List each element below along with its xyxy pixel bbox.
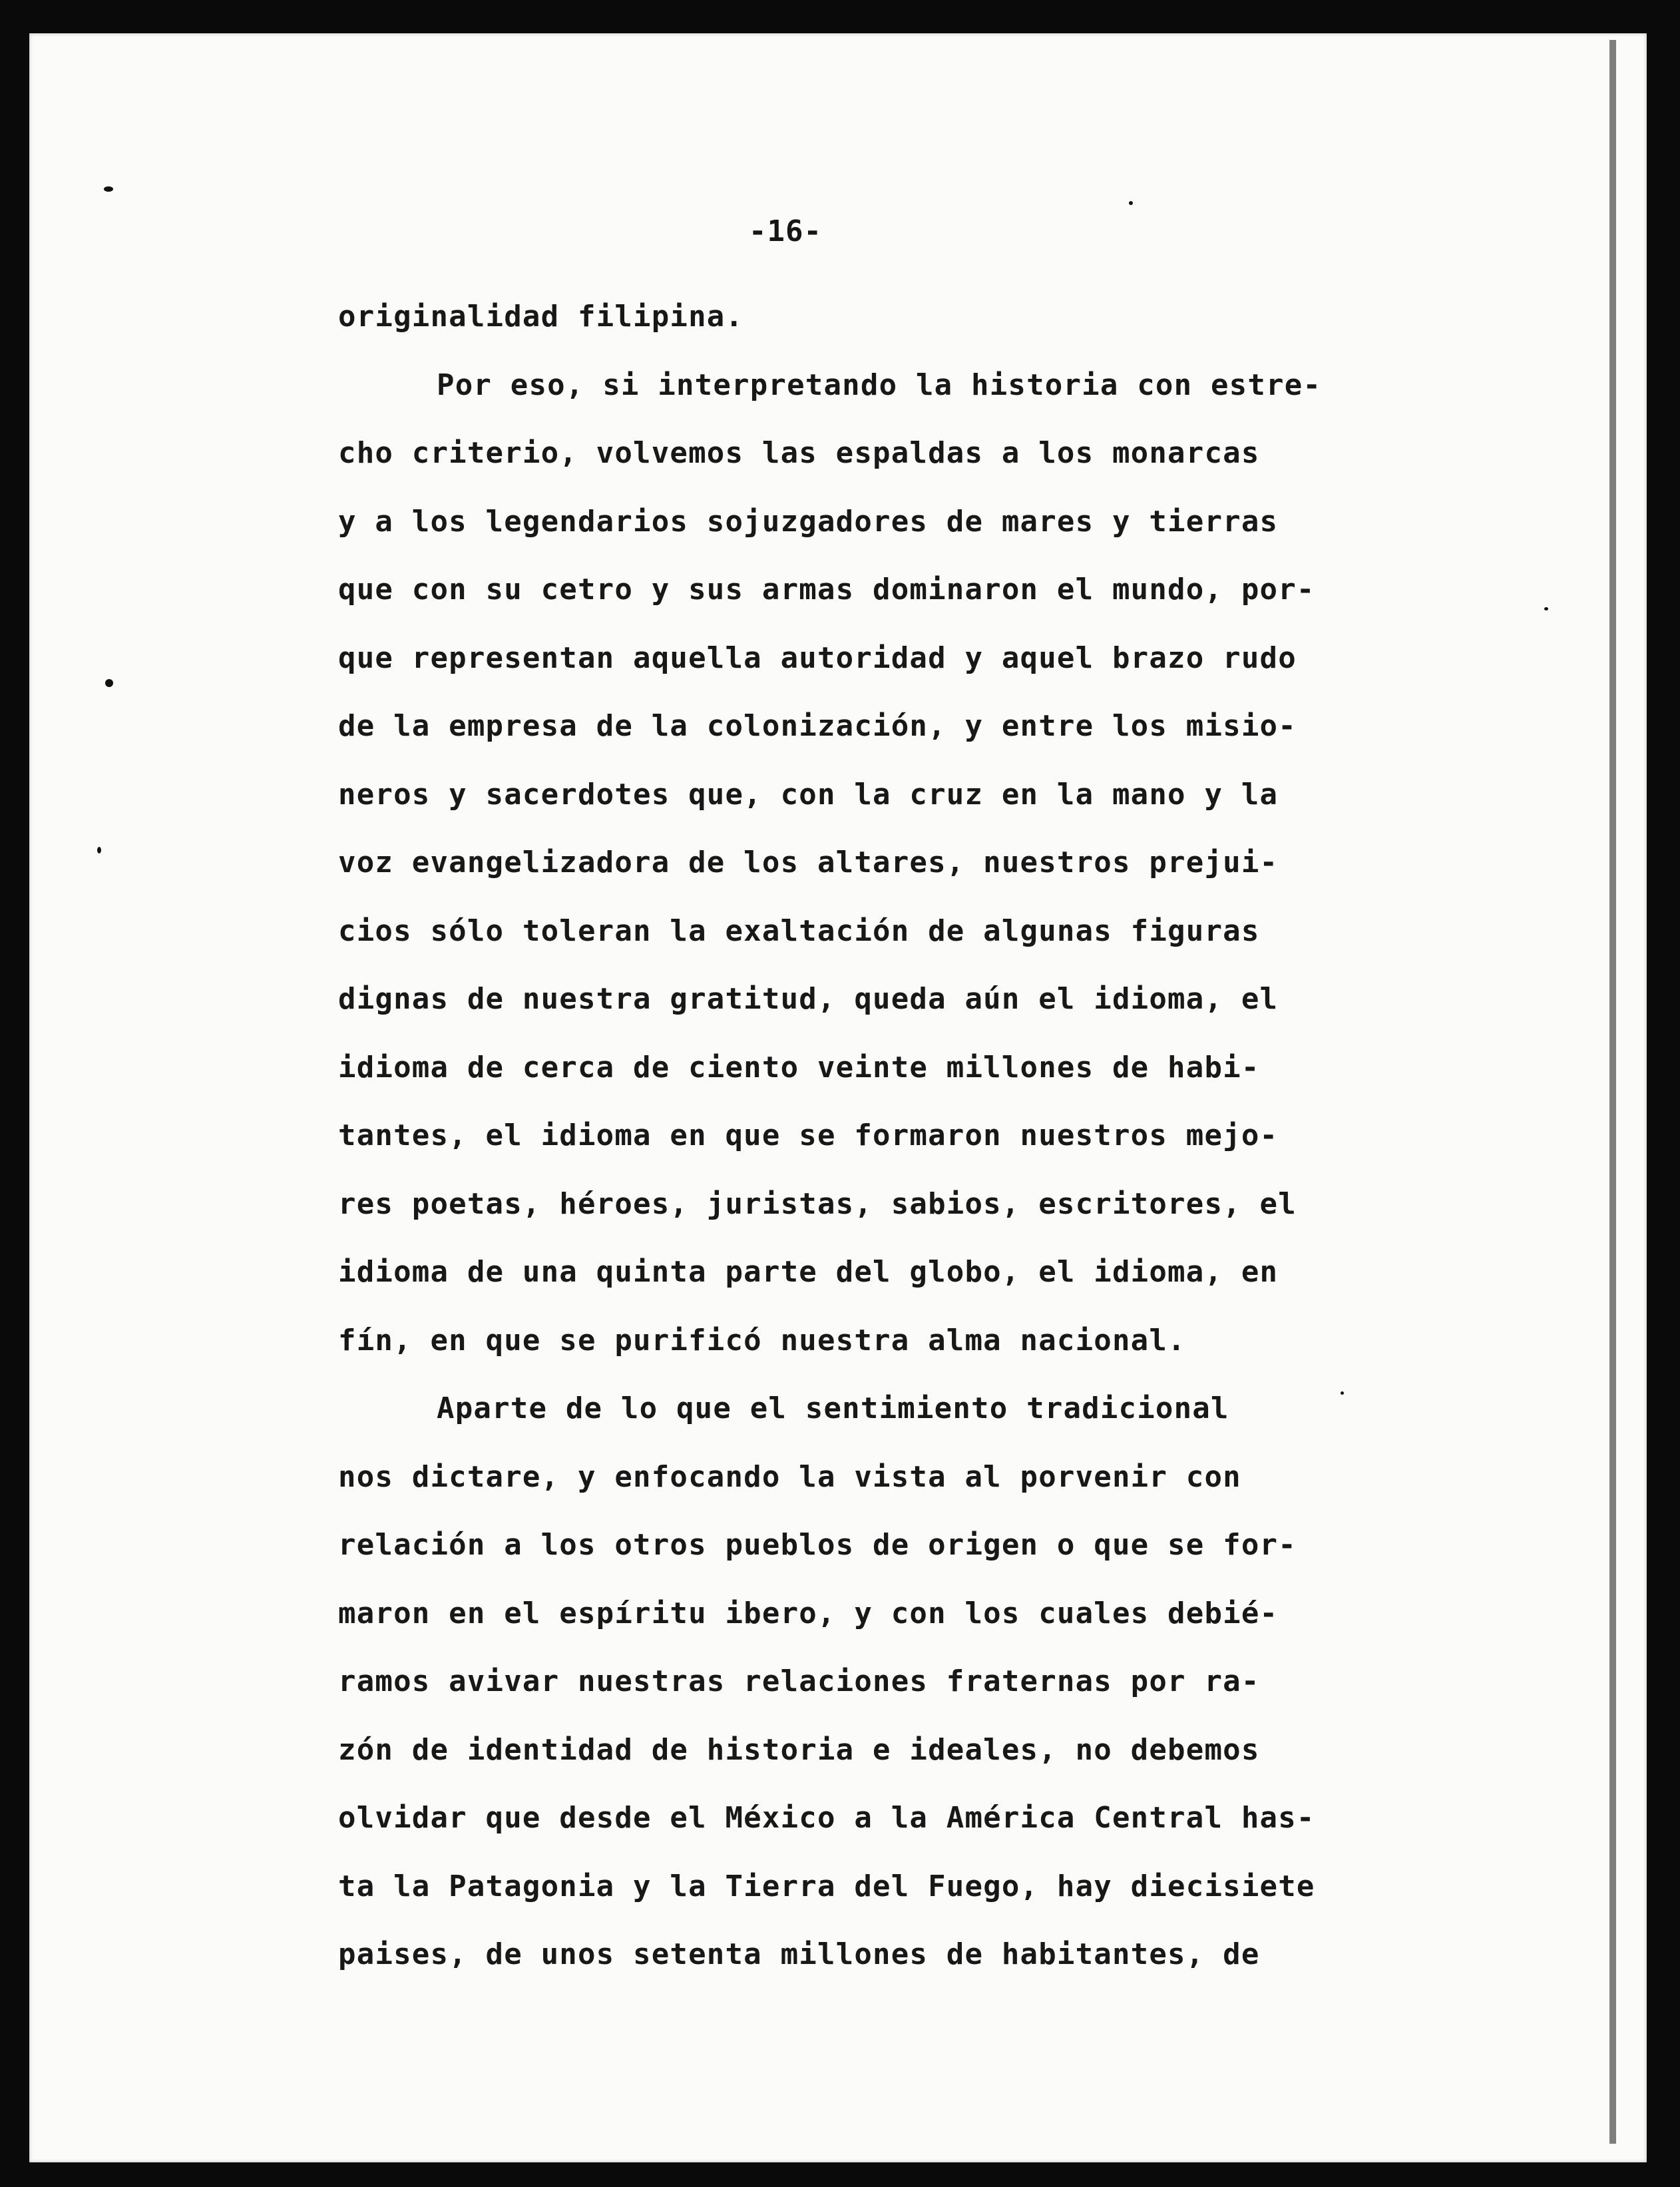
ink-speck xyxy=(1129,201,1133,205)
text-line: cios sólo toleran la exaltación de algunas figuras xyxy=(338,913,1260,948)
ink-speck xyxy=(97,847,101,853)
text-line: cho criterio, volvemos las espaldas a los monarcas xyxy=(338,436,1260,470)
text-line: nos dictare, y enfocando la vista al porvenir con xyxy=(338,1459,1241,1494)
text-line: ta la Patagonia y la Tierra del Fuego, hay diecisiete xyxy=(338,1869,1315,1903)
ink-speck xyxy=(105,679,113,687)
text-line: neros y sacerdotes que, con la cruz en la mano y la xyxy=(338,777,1279,812)
text-line: res poetas, héroes, juristas, sabios, escritores, el xyxy=(338,1186,1297,1221)
text-line: de la empresa de la colonización, y entre los misio- xyxy=(338,709,1297,743)
text-line: Por eso, si interpretando la historia con estre- xyxy=(437,367,1322,402)
text-line: fín, en que se purificó nuestra alma nacional. xyxy=(338,1323,1186,1357)
text-line: idioma de cerca de ciento veinte millones de habi- xyxy=(338,1050,1260,1085)
text-line: maron en el espíritu ibero, y con los cuales debié- xyxy=(338,1596,1279,1630)
ink-speck xyxy=(104,186,113,192)
text-line: dignas de nuestra gratitud, queda aún el idioma, el xyxy=(338,982,1279,1016)
text-line: idioma de una quinta parte del globo, el idioma, en xyxy=(338,1255,1279,1289)
ink-speck xyxy=(1544,607,1548,610)
text-line: que con su cetro y sus armas dominaron el mundo, por- xyxy=(338,573,1315,607)
page-number: -16- xyxy=(749,214,822,248)
text-line: tantes, el idioma en que se formaron nuestros mejo- xyxy=(338,1118,1279,1152)
text-line: voz evangelizadora de los altares, nuestros prejui- xyxy=(338,846,1279,879)
text-line: y a los legendarios sojuzgadores de mares y tierras xyxy=(338,504,1279,539)
paper-edge-shadow xyxy=(1609,40,1616,2144)
text-line: paises, de unos setenta millones de habitantes, de xyxy=(338,1937,1260,1971)
text-line: originalidad filipina. xyxy=(338,300,744,334)
text-line: que representan aquella autoridad y aquel brazo rudo xyxy=(338,640,1297,675)
text-line: ramos avivar nuestras relaciones fraternas por ra- xyxy=(338,1664,1260,1698)
text-line: relación a los otros pueblos de origen o que se for- xyxy=(338,1528,1297,1562)
typewritten-sheet xyxy=(29,33,1647,2162)
body-text xyxy=(338,283,1430,1989)
text-line: Aparte de lo que el sentimiento tradicional xyxy=(437,1391,1229,1425)
text-line: olvidar que desde el México a la América Central has- xyxy=(338,1801,1315,1835)
text-line: zón de identidad de historia e ideales, no debemos xyxy=(338,1732,1260,1767)
